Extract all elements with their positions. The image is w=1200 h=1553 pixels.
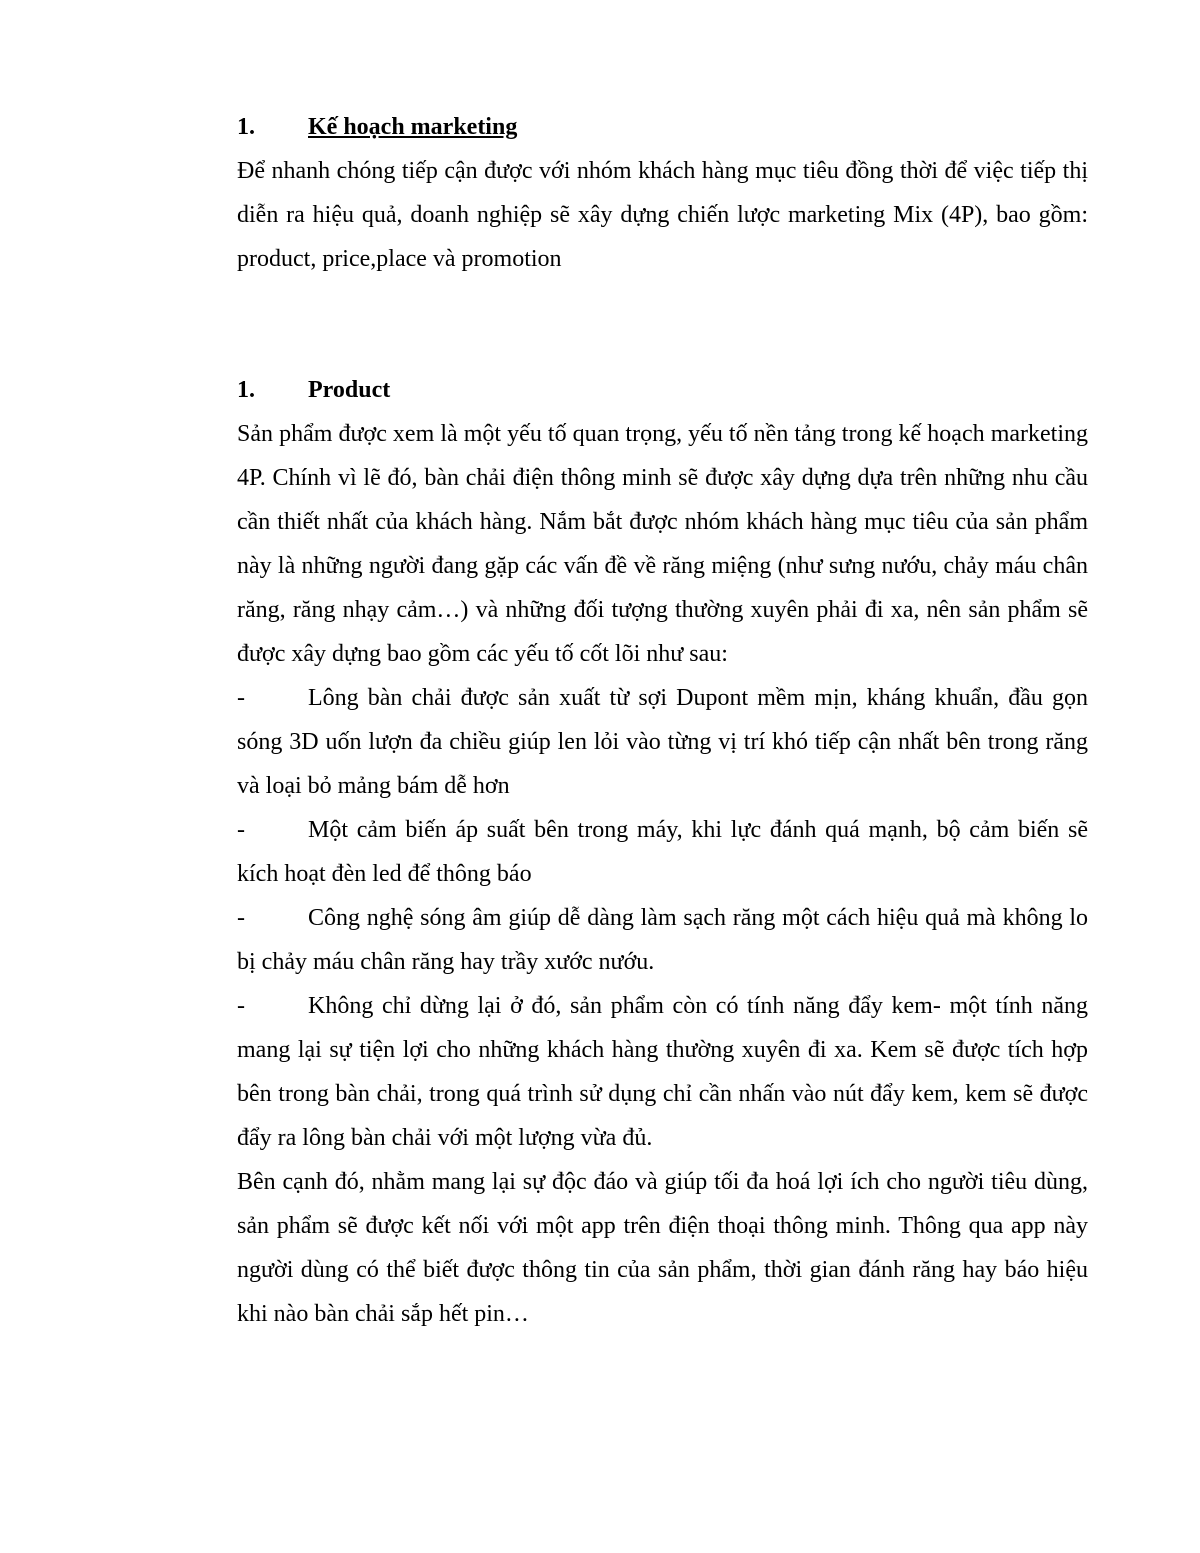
bullet-text: Công nghệ sóng âm giúp dễ dàng làm sạch răng một cách hiệu quả mà không lo bị chảy máu chân răng hay trầy xước nướu. (237, 905, 1088, 975)
bullet-item (237, 896, 1088, 984)
document-page (237, 106, 1088, 1336)
bullet-text: Một cảm biến áp suất bên trong máy, khi lực đánh quá mạnh, bộ cảm biến sẽ kích hoạt đèn led để thông báo (237, 817, 1088, 887)
bullet-dash: - (237, 685, 245, 711)
intro-paragraph: Để nhanh chóng tiếp cận được với nhóm khách hàng mục tiêu đồng thời để việc tiếp thị diễn ra hiệu quả, doanh nghiệp sẽ xây dựng chiến lược marketing Mix (4P), bao gồm: product, price,place và promotion (237, 158, 1088, 272)
product-intro-paragraph: Sản phẩm được xem là một yếu tố quan trọng, yếu tố nền tảng trong kế hoạch marketing 4P. Chính vì lẽ đó, bàn chải điện thông minh sẽ được xây dựng dựa trên những nhu cầu cần thiết nhất của khách hàng. Nắm bắt được nhóm khách hàng mục tiêu của sản phẩm này là những người đang gặp các vấn đề về răng miệng (như sưng nướu, chảy máu chân răng, răng nhạy cảm…) và những đối tượng thường xuyên phải đi xa, nên sản phẩm sẽ được xây dựng bao gồm các yếu tố cốt lõi như sau: (237, 421, 1088, 667)
section-title: Product (308, 377, 391, 403)
bullet-text: Không chỉ dừng lại ở đó, sản phẩm còn có tính năng đẩy kem- một tính năng mang lại sự tiện lợi cho những khách hàng thường xuyên đi xa. Kem sẽ được tích hợp bên trong bàn chải, trong quá trình sử dụng chỉ cần nhấn vào nút đẩy kem, kem sẽ được đẩy ra lông bàn chải với một lượng vừa đủ. (237, 993, 1088, 1151)
section-number: 1. (237, 114, 255, 140)
bullet-dash: - (237, 993, 245, 1019)
section-number: 1. (237, 377, 255, 403)
bullet-dash: - (237, 905, 245, 931)
bullet-item (237, 808, 1088, 896)
section-heading-marketing-plan (237, 106, 1088, 149)
section-spacer (237, 281, 1088, 369)
bullet-item (237, 676, 1088, 808)
closing-paragraph: Bên cạnh đó, nhằm mang lại sự độc đáo và giúp tối đa hoá lợi ích cho người tiêu dùng, sản phẩm sẽ được kết nối với một app trên điện thoại thông minh. Thông qua app này người dùng có thể biết được thông tin của sản phẩm, thời gian đánh răng hay báo hiệu khi nào bàn chải sắp hết pin… (237, 1169, 1088, 1327)
bullet-text: Lông bàn chải được sản xuất từ sợi Dupont mềm mịn, kháng khuẩn, đầu gọn sóng 3D uốn lượn đa chiều giúp len lỏi vào từng vị trí khó tiếp cận nhất bên trong răng và loại bỏ mảng bám dễ hơn (237, 685, 1088, 799)
bullet-dash: - (237, 817, 245, 843)
section-title: Kế hoạch marketing (308, 114, 518, 140)
bullet-item (237, 984, 1088, 1160)
section-heading-product (237, 369, 1088, 412)
